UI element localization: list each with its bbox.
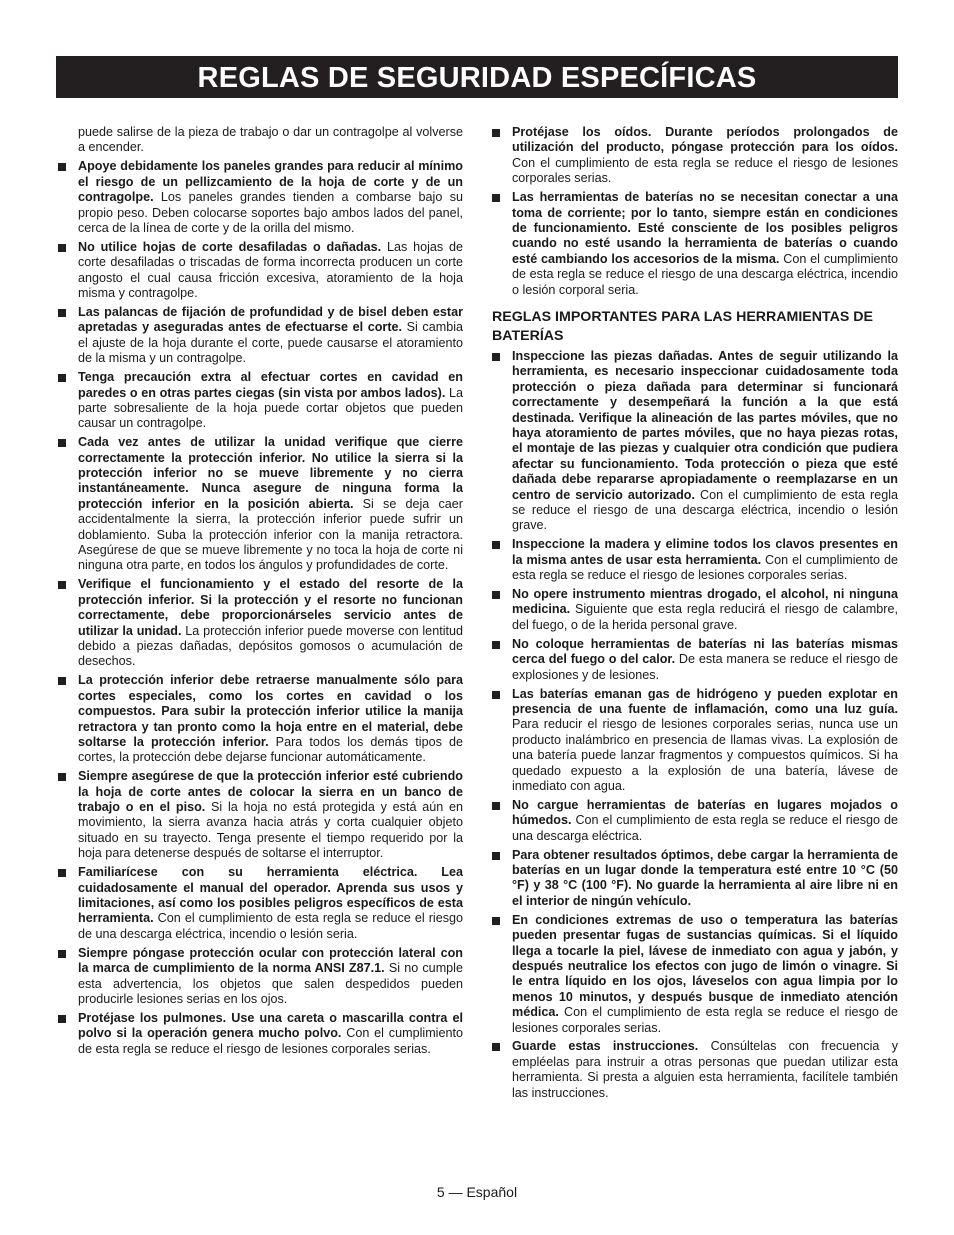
- right-column: [492, 125, 898, 1105]
- rule-bold-text: No cargue herramientas de baterías en lugares mojados o húmedos.: [512, 797, 898, 828]
- rule-item: [58, 159, 463, 236]
- bullet-square-icon: [492, 591, 500, 599]
- rule-item: [58, 865, 463, 942]
- rule-body-text: De esta manera se reduce el riesgo de explosiones y de lesiones.: [512, 652, 898, 682]
- battery-rules-list: [492, 349, 898, 1101]
- rule-bold-text: Inspeccione la madera y elimine todos los clavos presentes en la misma antes de usar esta herramienta.: [512, 537, 898, 567]
- rule-bold-text: Las baterías emanan gas de hidrógeno y pueden explotar en presencia de una fuente de inflamación, como una luz guía.: [512, 686, 898, 716]
- rule-bold-text: Apoye debidamente los paneles grandes para reducir al mínimo el riesgo de un pellizcamiento de la hoja de corte y de un contragolpe.: [78, 159, 463, 205]
- rule-item: [58, 305, 463, 367]
- rule-item: [58, 435, 463, 574]
- bullet-square-icon: [492, 917, 500, 925]
- bullet-square-icon: [58, 581, 66, 589]
- rule-bold-text: La protección inferior debe retraerse manualmente sólo para cortes especiales, como los cortes en cavidad o los compuestos. Para subir la protección inferior utilice la manija retractora y tan pronto como la hoja entre en el material, debe soltarse la protección inferior.: [78, 673, 463, 749]
- bullet-square-icon: [492, 1043, 500, 1051]
- bullet-square-icon: [492, 691, 500, 699]
- rule-body-text: Con el cumplimiento de esta regla se reduce el riesgo de una descarga eléctrica, incendio o lesión grave.: [512, 487, 899, 533]
- rule-bold-text: Familiarícese con su herramienta eléctrica. Lea cuidadosamente el manual del operador. Aprenda sus usos y limitaciones, así como los posibles peligros específicos de esta herramienta.: [78, 865, 463, 926]
- bullet-square-icon: [58, 677, 66, 685]
- rule-bold-text: Las palancas de fijación de profundidad y de bisel deben estar apretadas y aseguradas antes de efectuarse el corte.: [78, 304, 463, 335]
- rule-body-text: Para reducir el riesgo de lesiones corporales serias, nunca use un producto inalámbrico en presencia de llamas vivas. La explosión de una batería puede lanzar fragmentos y compuestos químicos. Si ha quedado expuesto a la explosión de una batería, lávese de inmediato con agua.: [512, 717, 898, 793]
- right-column-top-list: [492, 125, 898, 298]
- bullet-square-icon: [492, 353, 500, 361]
- bullet-square-icon: [492, 641, 500, 649]
- rule-body-text: Con el cumplimiento de esta regla se reduce el riesgo de una descarga eléctrica.: [512, 813, 898, 843]
- rule-bold-text: Siempre póngase protección ocular con protección lateral con la marca de cumplimiento de la norma ANSI Z87.1.: [78, 945, 463, 976]
- rule-body-text: Si la hoja no está protegida y está aún en movimiento, la sierra avanza hacia atrás y corta cualquier objeto situado en su trayecto. Tenga presente el tiempo requerido por la hoja para detenerse después de soltarse el interruptor.: [78, 800, 464, 861]
- rule-bold-text: Cada vez antes de utilizar la unidad verifique que cierre correctamente la protección inferior. No utilice la sierra si la protección inferior no se mueve libremente y no cierra instantáneamente. Nunca asegure de ninguna forma la protección inferior en la posición abierta.: [78, 435, 463, 511]
- bullet-square-icon: [492, 802, 500, 810]
- rule-body-text: La parte sobresaliente de la hoja puede cortar objetos que pueden causar un contragolpe.: [78, 385, 463, 431]
- rule-body-text: Si cambia el ajuste de la hoja durante el corte, puede causarse el atoramiento de la misma y un contragolpe.: [78, 320, 464, 366]
- rule-body-text: Los paneles grandes tienden a combarse bajo su propio peso. Deben colocarse soportes bajo ambos lados del panel, cerca de la línea de corte y de la orilla del mismo.: [78, 190, 463, 235]
- bullet-square-icon: [492, 852, 500, 860]
- bullet-square-icon: [58, 869, 66, 877]
- bullet-square-icon: [58, 374, 66, 382]
- rule-item: [492, 537, 898, 583]
- bullet-square-icon: [58, 439, 66, 447]
- rule-body-text: Para todos los demás tipos de cortes, la protección debe dejarse funcionar automáticamente.: [78, 734, 463, 765]
- rule-item: [492, 1039, 898, 1101]
- rule-item: [492, 637, 898, 683]
- bullet-square-icon: [58, 309, 66, 317]
- rule-item: [492, 913, 898, 1036]
- rule-bold-text: Protéjase los oídos. Durante períodos prolongados de utilización del producto, póngase protección para los oídos.: [512, 125, 898, 155]
- rule-body-text: Con el cumplimiento de esta regla se reduce el riesgo de una descarga eléctrica, incendio o lesión corporal seria.: [512, 251, 899, 297]
- bullet-square-icon: [492, 194, 500, 202]
- rule-body-text: Si no cumple esta advertencia, los objetos que salen despedidos pueden producirle lesiones serias en los ojos.: [78, 961, 463, 1006]
- rule-body-text: Con el cumplimiento de esta regla se reduce el riesgo de lesiones corporales serias.: [512, 552, 898, 583]
- rule-item: [492, 587, 898, 633]
- rule-item: [492, 349, 898, 534]
- rule-item: [58, 769, 463, 861]
- rule-bold-text: Para obtener resultados óptimos, debe cargar la herramienta de baterías en un lugar donde la temperatura esté entre 10 °C (50 °F) y 38 °C (100 °F). No guarde la herramienta al aire libre ni en el interior de ningún vehículo.: [512, 847, 898, 908]
- rule-item: [58, 946, 463, 1008]
- rule-bold-text: No coloque herramientas de baterías ni las baterías mismas cerca del fuego o del calor.: [512, 636, 898, 667]
- page-footer: 5 — Español: [436, 1184, 518, 1200]
- rule-bold-text: En condiciones extremas de uso o temperatura las baterías pueden presentar fugas de sustancias químicas. Si el líquido llega a tocarle la piel, lávese de inmediato con agua y jabón, y después neutralice los efectos con jugo de limón o vinagre. Si le entra líquido en los ojos, láveselos con agua limpia por lo menos 10 minutos, y después busque de inmediato atención médica.: [512, 912, 898, 1020]
- bullet-square-icon: [58, 244, 66, 252]
- rule-item: [58, 240, 463, 302]
- rule-item: [492, 687, 898, 795]
- rule-bold-text: No utilice hojas de corte desafiladas o dañadas.: [78, 239, 382, 254]
- bullet-square-icon: [58, 163, 66, 171]
- rule-body-text: Con el cumplimiento de esta regla se reduce el riesgo de lesiones corporales serias.: [512, 1005, 898, 1035]
- rule-item: [58, 577, 463, 669]
- rule-continuation: [58, 125, 463, 156]
- rule-bold-text: Guarde estas instrucciones.: [512, 1039, 699, 1054]
- rule-body-text: Si se deja caer accidentalmente la sierra, la protección inferior puede sufrir un doblamiento. Suba la protección inferior con la manija retractora. Asegúrese de que se mueve libremente y no toca la hoja de corte ni ninguna otra parte, en todos los ángulos y profundidades de corte.: [78, 496, 463, 573]
- bullet-square-icon: [58, 773, 66, 781]
- rule-body-text: Siguiente que esta regla reducirá el riesgo de calambre, del fuego, o de la herida personal grave.: [512, 602, 898, 632]
- left-column: [58, 125, 463, 1061]
- rule-bold-text: Inspeccione las piezas dañadas. Antes de seguir utilizando la herramienta, es necesario inspeccionar cuidadosamente toda protección o pieza dañada para determinar si funcionará correctamente y desempeñará la función a la que está destinada. Verifique la alineación de las partes móviles, que no haya atoramiento de partes móviles, que no haya piezas rotas, el montaje de las piezas y cualquier otra condición que pudiera afectar su funcionamiento. Toda protección o pieza que esté dañada debe repararse apropiadamente o reemplazarse en un centro de servicio autorizado.: [512, 348, 898, 502]
- rule-bold-text: Tenga precaución extra al efectuar cortes en cavidad en paredes o en otras partes ciegas (sin vista por ambos lados).: [78, 370, 463, 400]
- bullet-square-icon: [58, 950, 66, 958]
- rule-item: [492, 848, 898, 910]
- bullet-square-icon: [58, 1015, 66, 1023]
- rule-bold-text: Las herramientas de baterías no se necesitan conectar a una toma de corriente; por lo tanto, siempre están en condiciones de funcionamiento. Esté consciente de los posibles peligros cuando no esté usando la herramienta de baterías o cuando esté cambiando los accesorios de la misma.: [512, 190, 898, 266]
- rule-item: [492, 190, 898, 298]
- rule-body-text: Con el cumplimiento de esta regla se reduce el riesgo de una descarga eléctrica, incendio o lesión seria.: [78, 911, 463, 941]
- page-title: REGLAS DE SEGURIDAD ESPECÍFICAS: [197, 61, 757, 94]
- rule-bold-text: Siempre asegúrese de que la protección inferior esté cubriendo la hoja de corte antes de colocar la sierra en un banco de trabajo o en el piso.: [78, 769, 463, 815]
- rule-body-text: Las hojas de corte desafiladas o triscadas de forma incorrecta producen un corte angosto el cual causa fricción excesiva, atoramiento de la hoja misma y contragolpe.: [78, 239, 463, 301]
- rule-body-text: Consúltelas con frecuencia y empléelas para instruir a otras personas que puedan utilizar esta herramienta. Si presta a alguien esta herramienta, facilítele también las instrucciones.: [512, 1039, 898, 1100]
- rule-item: [492, 798, 898, 844]
- rule-body-text: La protección inferior puede moverse con lentitud debido a piezas dañadas, depósitos gomosos o acumulación de desechos.: [78, 623, 463, 669]
- rule-body-text: Con el cumplimiento de esta regla se reduce el riesgo de lesiones corporales serias.: [512, 155, 898, 186]
- rule-item: [58, 673, 463, 765]
- rule-item: [58, 370, 463, 432]
- battery-section-heading: REGLAS IMPORTANTES PARA LAS HERRAMIENTAS DE BATERÍAS: [492, 308, 873, 344]
- rule-bold-text: Protéjase los pulmones. Use una careta o mascarilla contra el polvo si la operación genera mucho polvo.: [78, 1010, 463, 1041]
- rule-body-text: Con el cumplimiento de esta regla se reduce el riesgo de lesiones corporales serias.: [78, 1026, 463, 1056]
- bullet-square-icon: [492, 541, 500, 549]
- rule-item: [58, 1011, 463, 1057]
- title-banner: [56, 56, 898, 98]
- rule-bold-text: No opere instrumento mientras drogado, el alcohol, ni ninguna medicina.: [512, 587, 898, 617]
- rule-body-text: puede salirse de la pieza de trabajo o dar un contragolpe al volverse a encender.: [78, 125, 463, 155]
- bullet-square-icon: [492, 129, 500, 137]
- rule-bold-text: Verifique el funcionamiento y el estado del resorte de la protección inferior. Si la protección y el resorte no funcionan correctamente, debe proporcionárseles servicio antes de utilizar la unidad.: [78, 577, 463, 638]
- rule-item: [492, 125, 898, 187]
